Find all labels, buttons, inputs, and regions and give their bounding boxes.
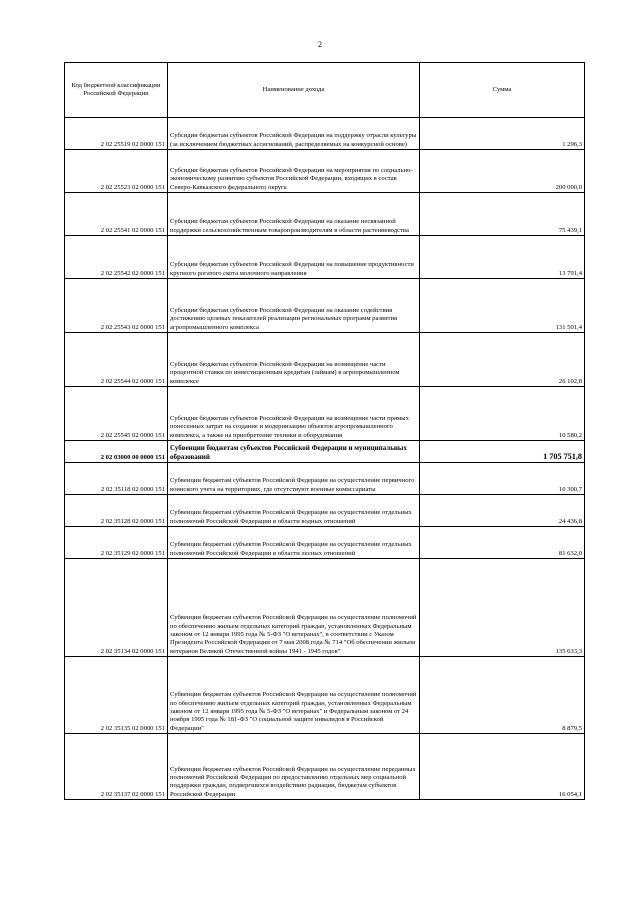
table-row	[65, 657, 585, 734]
row-code: 2 02 35137 02 0000 151	[65, 734, 168, 800]
table-row	[65, 441, 585, 463]
row-code: 2 02 03000 00 0000 151	[65, 441, 168, 463]
row-code: 2 02 25519 02 0000 151	[65, 118, 168, 150]
row-amount: 26 102,8	[420, 333, 585, 387]
income-table	[64, 62, 585, 800]
row-code: 2 02 35134 02 0000 151	[65, 559, 168, 657]
table-row	[65, 150, 585, 193]
row-code: 2 02 35118 02 0000 151	[65, 463, 168, 495]
row-amount: 1 705 751,8	[420, 441, 585, 463]
table-row	[65, 279, 585, 333]
table-row	[65, 527, 585, 559]
row-code: 2 02 35129 02 0000 151	[65, 527, 168, 559]
row-amount: 81 632,0	[420, 527, 585, 559]
row-amount: 8 879,5	[420, 657, 585, 734]
row-code: 2 02 25541 02 0000 151	[65, 193, 168, 236]
row-name: Субвенции бюджетам субъектов Российской Федерации на осуществление отдельных полномочий Российской Федерации в области водных отношений	[168, 495, 420, 527]
row-amount: 13 791,4	[420, 236, 585, 279]
row-amount: 131 501,4	[420, 279, 585, 333]
row-name: Субсидии бюджетам субъектов Российской Федерации на оказание несвязанной поддержки сельскохозяйственным товаропроизводителям в области растениеводства	[168, 193, 420, 236]
row-name: Субвенции бюджетам субъектов Российской Федерации на осуществление первичного воинского учета на территориях, где отсутствуют военные комиссариаты	[168, 463, 420, 495]
row-code: 2 02 35128 02 0000 151	[65, 495, 168, 527]
row-name: Субсидии бюджетам субъектов Российской Федерации на поддержку отрасли культуры (за исключением бюджетных ассигнований, распределяемых на конкурсной основе)	[168, 118, 420, 150]
row-amount: 10 300,7	[420, 463, 585, 495]
row-amount: 24 436,8	[420, 495, 585, 527]
row-name: Субвенции бюджетам субъектов Российской Федерации на осуществление полномочий по обеспечению жильем отдельных категорий граждан, установленных Федеральным законом от 12 января 1995 года № 5-ФЗ "О ветеранах", в соответствии с Указом Президента Российской Федерации от 7 мая 2008 года № 714 "Об обеспечении жильем ветеранов Великой Отечественной войны 1941 - 1945 годов"	[168, 559, 420, 657]
table-row	[65, 495, 585, 527]
row-code: 2 02 35135 02 0000 151	[65, 657, 168, 734]
table-row	[65, 463, 585, 495]
table-row	[65, 236, 585, 279]
header-name: Наименование дохода	[168, 63, 420, 118]
row-amount: 75 439,1	[420, 193, 585, 236]
row-code: 2 02 25545 02 0000 151	[65, 387, 168, 441]
row-name: Субсидии бюджетам субъектов Российской Федерации на оказание содействия достижению целевых показателей реализации региональных программ развития агропромышленного комплекса	[168, 279, 420, 333]
table-row	[65, 734, 585, 800]
header-code: Код бюджетной классификации Российской Федерации	[65, 63, 168, 118]
row-name: Субвенции бюджетам субъектов Российской Федерации на осуществление полномочий по обеспечению жильем отдельных категорий граждан, установленных Федеральным законом от 12 января 1995 года № 5-ФЗ "О ветеранах" и Федеральным законом от 24 ноября 1995 года № 181-ФЗ "О социальной защите инвалидов в Российской Федерации"	[168, 657, 420, 734]
row-amount: 200 000,0	[420, 150, 585, 193]
row-amount: 16 054,1	[420, 734, 585, 800]
row-code: 2 02 25544 02 0000 151	[65, 333, 168, 387]
row-name: Субсидии бюджетам субъектов Российской Федерации на повышение продуктивности крупного рогатого скота молочного направления	[168, 236, 420, 279]
table-header-row	[65, 63, 585, 118]
row-name: Субвенции бюджетам субъектов Российской Федерации на осуществление переданных полномочий Российской Федерации по предоставлению отдельных мер социальной поддержки граждан, подвергшихся воздействию радиации, бюджетам субъектов Российской Федерации	[168, 734, 420, 800]
page-number: 2	[318, 40, 322, 49]
row-name: Субсидии бюджетам субъектов Российской Федерации на возмещение части процентной ставки по инвестиционным кредитам (займам) в агропромышленном комплексе	[168, 333, 420, 387]
table-row	[65, 559, 585, 657]
row-name: Субвенции бюджетам субъектов Российской Федерации на осуществление отдельных полномочий Российской Федерации в области лесных отношений	[168, 527, 420, 559]
row-amount: 135 633,3	[420, 559, 585, 657]
row-code: 2 02 25523 02 0000 151	[65, 150, 168, 193]
table-row	[65, 193, 585, 236]
row-code: 2 02 25542 02 0000 151	[65, 236, 168, 279]
table-row	[65, 333, 585, 387]
header-amount: Сумма	[420, 63, 585, 118]
row-name: Субсидии бюджетам субъектов Российской Федерации на возмещение части прямых понесенных затрат на создание и модернизацию объектов агропромышленного комплекса, а также на приобретение техники и оборудования	[168, 387, 420, 441]
row-name: Субвенции бюджетам субъектов Российской Федерации и муниципальных образований	[168, 441, 420, 463]
row-code: 2 02 25543 02 0000 151	[65, 279, 168, 333]
table-row	[65, 387, 585, 441]
row-amount: 1 296,3	[420, 118, 585, 150]
row-name: Субсидии бюджетам субъектов Российской Федерации на мероприятия по социально-экономическому развитию субъектов Российской Федерации, входящих в состав Северо-Кавказского федерального округа	[168, 150, 420, 193]
table-row	[65, 118, 585, 150]
row-amount: 10 580,2	[420, 387, 585, 441]
